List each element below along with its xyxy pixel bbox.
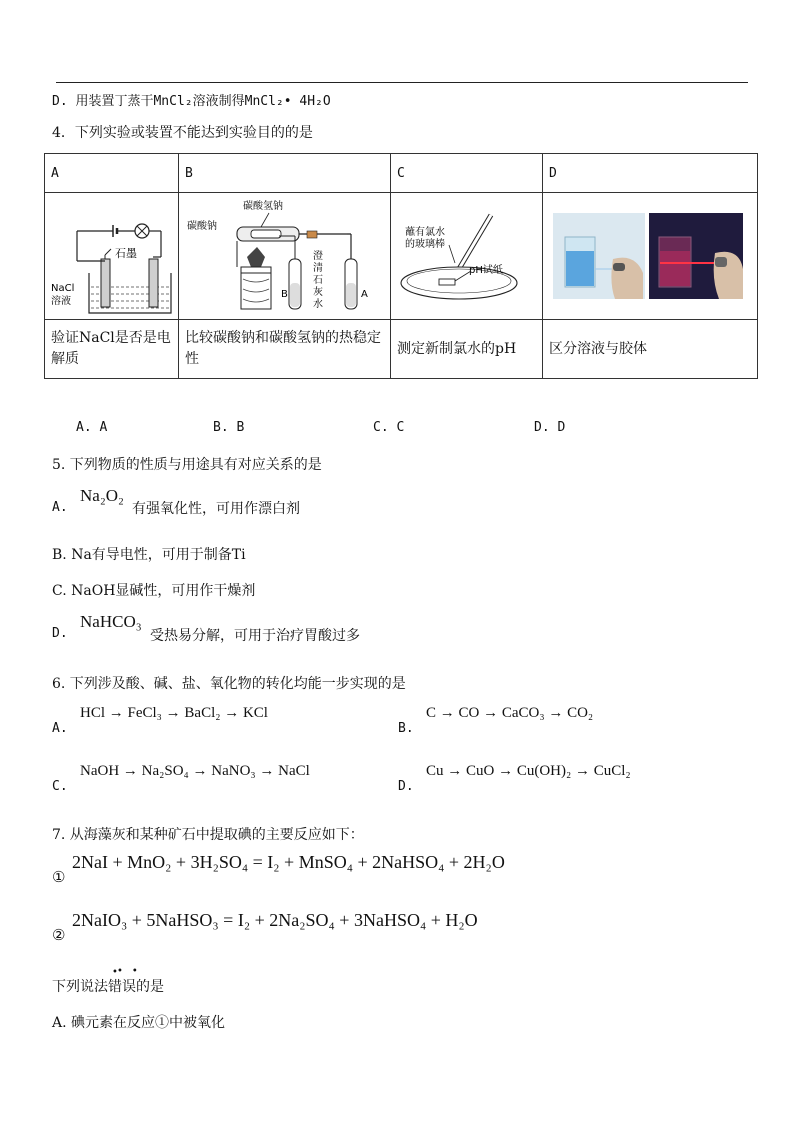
limewater-label-3: 石 <box>313 275 323 286</box>
q5-stem: 5. 下列物质的性质与用途具有对应关系的是 <box>52 457 322 473</box>
ph-test-figure <box>391 193 543 315</box>
limewater-label-5: 水 <box>313 299 323 310</box>
q7-ask-pre: 下列说法 <box>52 979 108 995</box>
limewater-label-4: 灰 <box>313 287 323 298</box>
reaction-1: 2NaI + MnO₂ + 3H₂SO₄ = I₂ + MnSO₄ + 2NaHSO₄ + 2H₂O <box>72 852 505 872</box>
figure-b-cell <box>179 193 391 320</box>
q5-option-a-text: 有强氧化性，可用作漂白剂 <box>132 501 300 517</box>
q4-choice-c: C. C <box>373 420 405 435</box>
header-d: D <box>543 154 758 193</box>
q4-choice-d: D. D <box>534 420 566 435</box>
q6-option-c-label: C. <box>52 779 68 794</box>
q5-option-c: C. NaOH显碱性，可用作干燥剂 <box>52 583 256 599</box>
q5-option-a-label: A. <box>52 500 68 515</box>
q6-option-b: C → CO → CaCO₃ → CO₂ <box>426 705 594 721</box>
caption-d: 区分溶液与胶体 <box>543 320 758 379</box>
limewater-label-1: 澄 <box>313 251 323 262</box>
header-c: C <box>391 154 543 193</box>
q7-ask-post: 的是 <box>136 979 164 995</box>
reaction-1-label: ① <box>52 868 66 886</box>
q5-option-d-text: 受热易分解，可用于治疗胃酸过多 <box>150 628 360 644</box>
figure-c-cell <box>391 193 543 320</box>
caption-c: 测定新制氯水的pH <box>391 320 543 379</box>
q6-option-c: NaOH → Na₂SO₄ → NaNO₃ → NaCl <box>80 763 310 779</box>
top-rule <box>56 82 748 83</box>
q5-option-b: B. Na有导电性，可用于制备Ti <box>52 547 246 563</box>
rod-label-line-2: 的玻璃棒 <box>405 239 445 250</box>
figure-d-cell <box>543 193 758 320</box>
graphite-label: 石墨 <box>115 247 137 260</box>
electrolysis-apparatus-figure <box>45 193 179 315</box>
q6-stem: 6. 下列涉及酸、碱、盐、氧化物的转化均能一步实现的是 <box>52 676 406 692</box>
q4-choice-a: A. A <box>76 420 108 435</box>
q4-stem: 4．下列实验或装置不能达到实验目的的是 <box>52 125 313 141</box>
sodium-carbonate-label: 碳酸钠 <box>187 221 217 232</box>
q5-option-d-formula: NaHCO₃ <box>80 612 142 631</box>
caption-b: 比较碳酸钠和碳酸氢钠的热稳定性 <box>179 320 391 379</box>
emphasis-dots: •• <box>117 966 147 977</box>
caption-a: 验证NaCl是否是电解质 <box>45 320 179 379</box>
q7-stem: 7. 从海藻灰和某种矿石中提取碘的主要反应如下： <box>52 827 364 843</box>
q6-option-d: Cu → CuO → Cu(OH)₂ → CuCl₂ <box>426 763 631 779</box>
figure-a-cell <box>45 193 179 320</box>
thermal-stability-apparatus-figure <box>179 193 391 315</box>
q4-choice-b: B. B <box>213 420 245 435</box>
reaction-2: 2NaIO₃ + 5NaHSO₃ = I₂ + 2Na₂SO₄ + 3NaHSO₄ + H₂O <box>72 910 478 930</box>
q7-ask-emphasis: 错误 <box>108 979 136 995</box>
reaction-2-label: ② <box>52 926 66 944</box>
q6-option-d-label: D. <box>398 779 414 794</box>
header-b: B <box>179 154 391 193</box>
q7-option-a: A. 碘元素在反应①中被氧化 <box>52 1015 226 1031</box>
tyndall-effect-photo <box>543 193 758 315</box>
sodium-bicarbonate-label: 碳酸氢钠 <box>243 201 283 212</box>
q7-ask <box>52 976 164 996</box>
ph-paper-label: pH试纸 <box>469 265 503 276</box>
q6-option-a-label: A. <box>52 721 68 736</box>
tube-a-label: A <box>361 289 368 300</box>
q4-table <box>44 153 758 379</box>
solution-label: 溶液 <box>51 296 71 307</box>
tube-b-label: B <box>281 289 288 300</box>
q6-option-b-label: B. <box>398 721 414 736</box>
limewater-label-2: 清 <box>313 263 323 274</box>
nacl-label: NaCl <box>51 283 75 294</box>
q3-option-d: D. 用装置丁蒸干MnCl₂溶液制得MnCl₂• 4H₂O <box>52 94 331 109</box>
rod-label-line-1: 蘸有氯水 <box>405 227 445 238</box>
q6-option-a: HCl → FeCl₃ → BaCl₂ → KCl <box>80 705 268 721</box>
header-a: A <box>45 154 179 193</box>
q5-option-d-label: D. <box>52 626 68 641</box>
q5-option-a-formula: Na₂O₂ <box>80 486 124 505</box>
